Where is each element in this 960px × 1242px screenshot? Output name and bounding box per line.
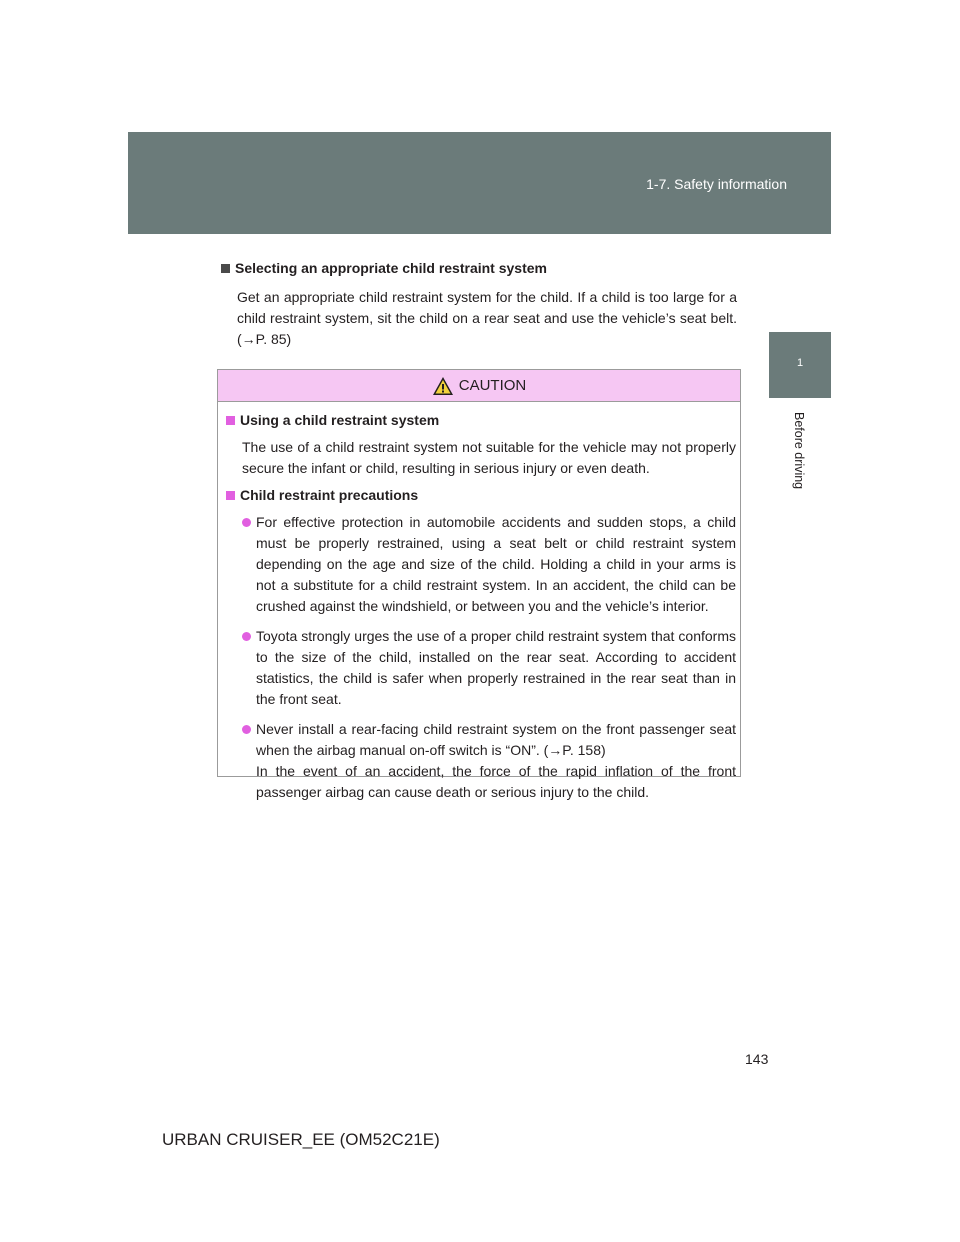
caution-title: CAUTION <box>458 377 527 394</box>
warning-triangle-icon <box>432 376 454 396</box>
round-bullet-icon <box>242 518 251 527</box>
chapter-tab <box>769 332 831 398</box>
section-heading <box>221 260 737 276</box>
page-number: 143 <box>745 1051 769 1067</box>
chapter-number: 1 <box>796 357 804 369</box>
caution-bullet-line: Never install a rear-facing child restraint system on the front passenger seat when the airbag manual on-off switch is “ON”. (→P. 158) <box>256 721 736 758</box>
page-header <box>128 132 831 234</box>
round-bullet-icon <box>242 632 251 641</box>
caution-bullet <box>242 512 736 617</box>
caution-bullet <box>242 626 736 710</box>
caution-body <box>218 402 740 803</box>
caution-item-heading <box>226 412 736 428</box>
caution-bullet-line: In the event of an accident, the force of the rapid inflation of the front passenger airbag can cause death or serious injury to the child. <box>256 763 736 800</box>
caution-bullet <box>242 719 736 803</box>
caution-item-heading-text: Using a child restraint system <box>240 412 440 428</box>
section-title: 1-7. Safety information <box>646 176 787 192</box>
chapter-label: Before driving <box>792 412 806 490</box>
square-bullet-icon <box>226 416 235 425</box>
square-bullet-icon <box>226 491 235 500</box>
caution-box <box>217 369 741 800</box>
square-bullet-icon <box>221 264 230 273</box>
section-body: Get an appropriate child restraint system for the child. If a child is too large for a child restraint system, sit the child on a rear seat and use the vehicle’s seat belt. (→P. 85) <box>237 289 737 347</box>
intro-section <box>221 260 737 350</box>
caution-item-heading-text: Child restraint precautions <box>240 487 419 503</box>
round-bullet-icon <box>242 725 251 734</box>
caution-header <box>218 370 740 402</box>
section-heading-text: Selecting an appropriate child restraint system <box>235 260 547 276</box>
caution-bullet-text: Toyota strongly urges the use of a proper child restraint system that conforms to the size of the child, installed on the rear seat. According to accident statistics, the child is safer when properly restrained in the rear seat than in the front seat. <box>256 628 736 707</box>
caution-bullet-text <box>256 719 736 803</box>
caution-item-body: The use of a child restraint system not suitable for the vehicle may not properly secure the infant or child, resulting in serious injury or even death. <box>242 439 736 476</box>
manual-footer: URBAN CRUISER_EE (OM52C21E) <box>162 1130 440 1149</box>
caution-item-heading <box>226 487 736 503</box>
caution-bullet-text: For effective protection in automobile accidents and sudden stops, a child must be properly restrained, using a seat belt or child restraint system depending on the age and size of the child. Holding a child in your arms is not a substitute for a child restraint system. In an accident, the child can be crushed against the windshield, or between you and the vehicle’s interior. <box>256 514 736 614</box>
